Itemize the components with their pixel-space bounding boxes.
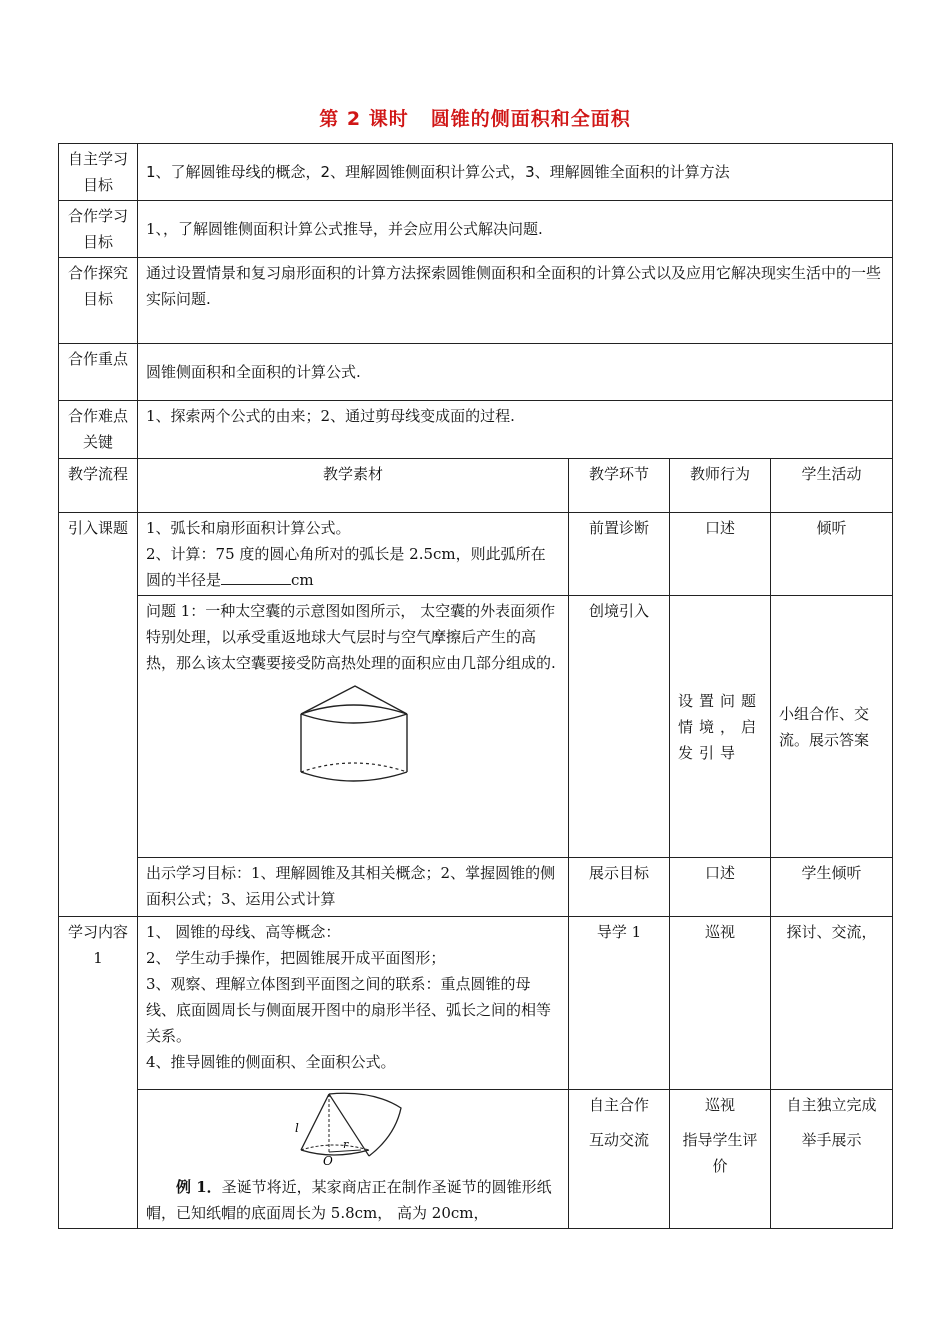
- example-row-a: [59, 1090, 893, 1125]
- row-text: 1、，了解圆锥侧面积计算公式推导，并会应用公式解决问题.: [138, 201, 893, 258]
- title-lesson: 第 2 课时: [319, 108, 409, 130]
- student-cell: 探讨、交流，: [771, 917, 893, 1090]
- example-text: [146, 1174, 560, 1226]
- learn-item-3: 3、观察、理解立体图到平面图之间的联系：重点圆锥的母线、底面圆周长与侧面展开图中的扇形半径、弧长之间的相等关系。: [146, 975, 552, 1045]
- row-label: 合作学习目标: [59, 201, 138, 258]
- row-coop-explore: [59, 258, 893, 344]
- title-topic: 圆锥的侧面积和全面积: [430, 108, 631, 130]
- row-text: 1、探索两个公式的由来；2、通过剪母线变成面的过程.: [138, 401, 893, 459]
- stage-cell: 导学 1: [569, 917, 670, 1090]
- learn-item-4: 4、推导圆锥的侧面积、全面积公式。: [146, 1053, 396, 1071]
- intro-material-2: [138, 596, 569, 858]
- row-label: 合作难点关键: [59, 401, 138, 459]
- learn-item-2: 2、 学生动手操作，把圆锥展开成平面图形；: [146, 949, 446, 967]
- example-body: 圣诞节将近，某家商店正在制作圣诞节的圆锥形纸帽，已知纸帽的底面周长为 5.8cm， 高为 20cm，: [146, 1178, 552, 1222]
- header-stage: 教学环节: [569, 459, 670, 513]
- page-title: [0, 104, 950, 131]
- cone-net-diagram: [283, 1092, 423, 1166]
- stage-cell: 展示目标: [569, 858, 670, 917]
- label-o: O: [323, 1154, 333, 1166]
- row-coop-study: [59, 201, 893, 258]
- answer-blank: [221, 568, 291, 585]
- teacher-text: 设置问题情境，启发引导: [678, 691, 763, 762]
- header-material: 教学素材: [138, 459, 569, 513]
- intro-row-1: [59, 513, 893, 596]
- example-material: [138, 1090, 569, 1229]
- row-text: 通过设置情景和复习扇形面积的计算方法探索圆锥侧面积和全面积的计算公式以及应用它解决现实生活中的一些实际问题.: [138, 258, 893, 344]
- stage-cell: 前置诊断: [569, 513, 670, 596]
- teacher-cell: 指导学生评价: [670, 1125, 771, 1229]
- intro-line-1: 1、弧长和扇形面积计算公式。: [146, 519, 351, 537]
- student-cell: 倾听: [771, 513, 893, 596]
- row-coop-difficulty: [59, 401, 893, 459]
- learn1-material: [138, 917, 569, 1090]
- learn1-label: 学习内容 1: [59, 917, 138, 1229]
- flow-label: 教学流程: [59, 459, 138, 513]
- intro-material-3: 出示学习目标：1、理解圆锥及其相关概念；2、掌握圆锥的侧面积公式；3、运用公式计算: [138, 858, 569, 917]
- problem-text: 问题 1：一种太空囊的示意图如图所示， 太空囊的外表面须作特别处理，以承受重返地球大气层时与空气摩擦后产生的高热，那么该太空囊要接受防高热处理的面积应由几部分组成的.: [146, 602, 556, 672]
- student-cell: 举手展示: [771, 1125, 893, 1229]
- unit-cm: cm: [291, 571, 314, 589]
- row-label: 合作重点: [59, 344, 138, 401]
- row-text: 圆锥侧面积和全面积的计算公式.: [138, 344, 893, 401]
- row-label: 合作探究目标: [59, 258, 138, 344]
- example-number: 例 1．: [176, 1178, 222, 1196]
- row-label: 自主学习目标: [59, 144, 138, 201]
- row-flow-header: [59, 459, 893, 513]
- intro-row-3: [59, 858, 893, 917]
- cone-net-figure: [146, 1092, 560, 1174]
- header-teacher: 教师行为: [670, 459, 771, 513]
- intro-row-2: [59, 596, 893, 858]
- teacher-cell: 口述: [670, 858, 771, 917]
- teacher-cell: 巡视: [670, 1090, 771, 1125]
- teacher-cell: [670, 596, 771, 858]
- teacher-cell: 口述: [670, 513, 771, 596]
- intro-label: 引入课题: [59, 513, 138, 917]
- row-self-study: [59, 144, 893, 201]
- student-cell: 小组合作、交流。展示答案: [771, 596, 893, 858]
- stage-cell: 创境引入: [569, 596, 670, 858]
- intro-line-2: 2、计算：75 度的圆心角所对的弧长是 2.5cm，则此弧所在圆的半径是: [146, 545, 546, 589]
- learn-item-1: 1、 圆锥的母线、高等概念：: [146, 923, 341, 941]
- space-capsule-figure: [146, 684, 560, 802]
- stage-cell: 自主合作: [569, 1090, 670, 1125]
- row-coop-focus: [59, 344, 893, 401]
- stage-cell: 互动交流: [569, 1125, 670, 1229]
- capsule-diagram: [293, 684, 413, 794]
- label-l: l: [295, 1121, 299, 1135]
- header-student: 学生活动: [771, 459, 893, 513]
- lesson-plan-table: [58, 143, 893, 1229]
- intro-material-1: [138, 513, 569, 596]
- teacher-cell: 巡视: [670, 917, 771, 1090]
- label-r: r: [343, 1138, 349, 1151]
- learn1-row: [59, 917, 893, 1090]
- row-text: 1、了解圆锥母线的概念，2、理解圆锥侧面积计算公式，3、理解圆锥全面积的计算方法: [138, 144, 893, 201]
- student-cell: 学生倾听: [771, 858, 893, 917]
- student-cell: 自主独立完成: [771, 1090, 893, 1125]
